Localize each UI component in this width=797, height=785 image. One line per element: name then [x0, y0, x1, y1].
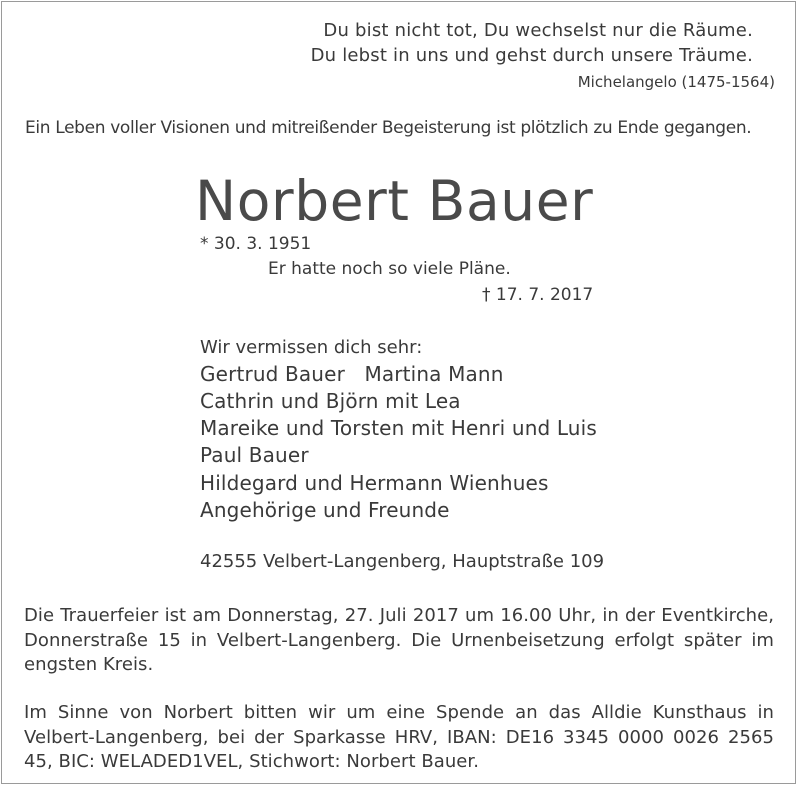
mourners-heading: Wir vermissen dich sehr: — [200, 337, 423, 358]
mourner-line: Angehörige und Freunde — [200, 498, 450, 522]
quote-author: Michelangelo (1475-1564) — [577, 73, 775, 91]
donation-info: Im Sinne von Norbert bitten wir um eine Spende an das Alldie Kunsthaus in Velbert-Langenberg, bei der Sparkasse HRV, IBAN: DE16 3345 0000 0026 2565 45, BIC: WELADED1VEL, Stichwort: Norbert Bauer. — [24, 702, 774, 772]
quote-line-1: Du bist nicht tot, Du wechselst nur die Räume. — [323, 20, 753, 41]
birth-date: * 30. 3. 1951 — [200, 234, 312, 254]
mourner-line: Mareike und Torsten mit Henri und Luis — [200, 416, 597, 440]
death-date: † 17. 7. 2017 — [482, 285, 594, 305]
funeral-info: Die Trauerfeier ist am Donnerstag, 27. Juli 2017 um 16.00 Uhr, in der Eventkirche, Donnerstraße 15 in Velbert-Langenberg. Die Urnenbeisetzung erfolgt später im engsten Kreis. — [24, 605, 774, 675]
mourner-line: Gertrud Bauer Martina Mann — [200, 362, 504, 386]
mourner-line: Cathrin und Björn mit Lea — [200, 389, 461, 413]
memorial-phrase: Er hatte noch so viele Pläne. — [268, 259, 511, 279]
mourner-line: Paul Bauer — [200, 443, 309, 467]
mourner-line: Hildegard und Hermann Wienhues — [200, 471, 549, 495]
family-address: 42555 Velbert-Langenberg, Hauptstraße 109 — [200, 551, 605, 572]
deceased-name: Norbert Bauer — [195, 169, 594, 233]
quote-line-2: Du lebst in uns und gehst durch unsere Träume. — [310, 45, 753, 66]
intro-text: Ein Leben voller Visionen und mitreißender Begeisterung ist plötzlich zu Ende gegangen. — [25, 118, 752, 138]
